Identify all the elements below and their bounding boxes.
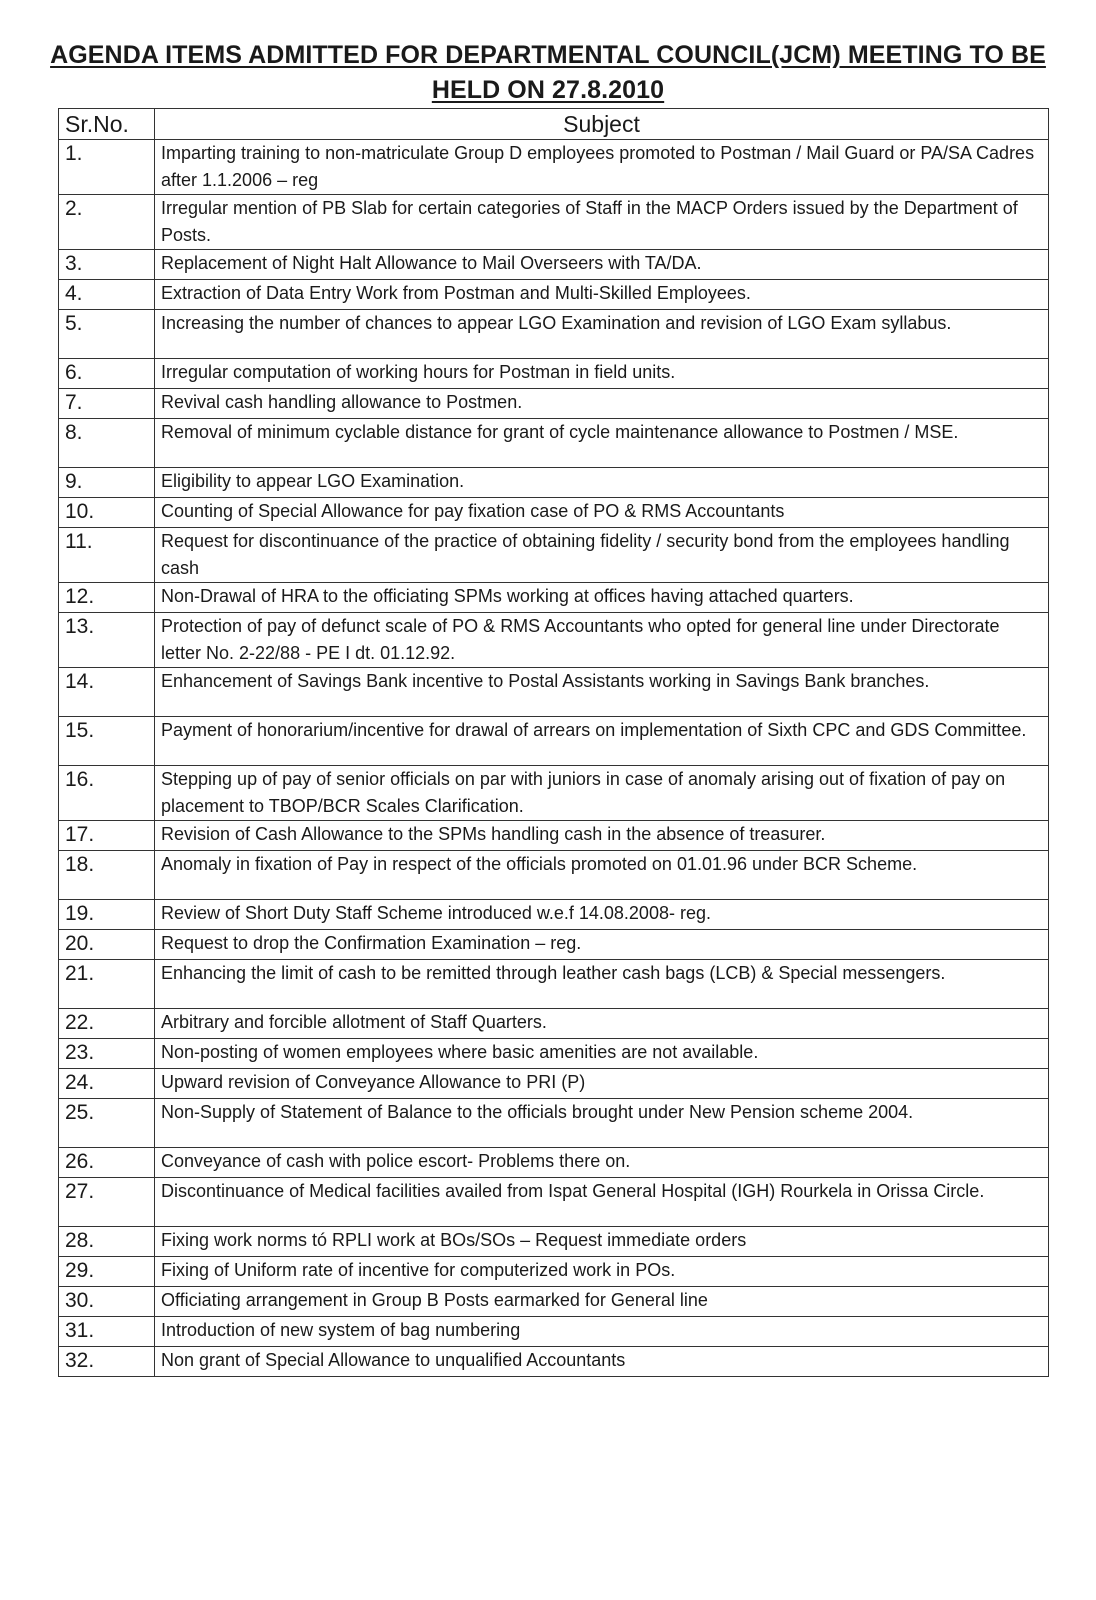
item-subject: Review of Short Duty Staff Scheme introduced w.e.f 14.08.2008- reg. (155, 900, 1049, 930)
table-row (59, 1039, 1049, 1069)
table-row (59, 583, 1049, 613)
table-row (59, 195, 1049, 250)
title-line-1: AGENDA ITEMS ADMITTED FOR DEPARTMENTAL COUNCIL(JCM) MEETING TO BE (50, 41, 1046, 69)
table-row (59, 419, 1049, 468)
item-subject: Anomaly in fixation of Pay in respect of the officials promoted on 01.01.96 under BCR Scheme. (155, 851, 1049, 900)
table-row (59, 821, 1049, 851)
item-subject: Enhancing the limit of cash to be remitted through leather cash bags (LCB) & Special messengers. (155, 960, 1049, 1009)
item-subject: Revision of Cash Allowance to the SPMs handling cash in the absence of treasurer. (155, 821, 1049, 851)
table-row (59, 613, 1049, 668)
table-row (59, 528, 1049, 583)
table-row (59, 280, 1049, 310)
item-number: 19. (59, 900, 155, 930)
table-row (59, 1257, 1049, 1287)
item-subject: Irregular mention of PB Slab for certain categories of Staff in the MACP Orders issued by the Department of Posts. (155, 195, 1049, 250)
item-number: 7. (59, 389, 155, 419)
item-number: 18. (59, 851, 155, 900)
item-subject: Replacement of Night Halt Allowance to Mail Overseers with TA/DA. (155, 250, 1049, 280)
item-subject: Fixing of Uniform rate of incentive for computerized work in POs. (155, 1257, 1049, 1287)
item-number: 24. (59, 1069, 155, 1099)
table-row (59, 140, 1049, 195)
item-subject: Conveyance of cash with police escort- Problems there on. (155, 1148, 1049, 1178)
item-subject: Extraction of Data Entry Work from Postman and Multi-Skilled Employees. (155, 280, 1049, 310)
header-row (59, 109, 1049, 140)
item-number: 12. (59, 583, 155, 613)
item-number: 29. (59, 1257, 155, 1287)
header-subject: Subject (155, 109, 1049, 140)
table-row (59, 359, 1049, 389)
item-subject: Request to drop the Confirmation Examination – reg. (155, 930, 1049, 960)
item-subject: Request for discontinuance of the practice of obtaining fidelity / security bond from the employees handling cash (155, 528, 1049, 583)
item-number: 20. (59, 930, 155, 960)
table-row (59, 930, 1049, 960)
item-number: 28. (59, 1227, 155, 1257)
item-number: 30. (59, 1287, 155, 1317)
item-subject: Enhancement of Savings Bank incentive to Postal Assistants working in Savings Bank branches. (155, 668, 1049, 717)
item-number: 1. (59, 140, 155, 195)
item-subject: Eligibility to appear LGO Examination. (155, 468, 1049, 498)
table-row (59, 1178, 1049, 1227)
item-number: 23. (59, 1039, 155, 1069)
item-subject: Discontinuance of Medical facilities availed from Ispat General Hospital (IGH) Rourkela in Orissa Circle. (155, 1178, 1049, 1227)
table-row (59, 1317, 1049, 1347)
item-number: 16. (59, 766, 155, 821)
item-number: 2. (59, 195, 155, 250)
table-row (59, 1227, 1049, 1257)
table-row (59, 766, 1049, 821)
table-row (59, 1148, 1049, 1178)
table-row (59, 1009, 1049, 1039)
item-number: 10. (59, 498, 155, 528)
item-number: 9. (59, 468, 155, 498)
table-row (59, 960, 1049, 1009)
item-subject: Arbitrary and forcible allotment of Staff Quarters. (155, 1009, 1049, 1039)
table-row (59, 389, 1049, 419)
item-subject: Protection of pay of defunct scale of PO & RMS Accountants who opted for general line under Directorate letter No. 2-22/88 - PE I dt. 01.12.92. (155, 613, 1049, 668)
header-sr-no: Sr.No. (59, 109, 155, 140)
item-subject: Payment of honorarium/incentive for drawal of arrears on implementation of Sixth CPC and GDS Committee. (155, 717, 1049, 766)
item-number: 14. (59, 668, 155, 717)
item-subject: Stepping up of pay of senior officials on par with juniors in case of anomaly arising out of fixation of pay on placement to TBOP/BCR Scales Clarification. (155, 766, 1049, 821)
item-number: 21. (59, 960, 155, 1009)
item-number: 6. (59, 359, 155, 389)
item-number: 11. (59, 528, 155, 583)
title-line-2: HELD ON 27.8.2010 (431, 76, 665, 104)
item-number: 31. (59, 1317, 155, 1347)
item-number: 15. (59, 717, 155, 766)
item-number: 32. (59, 1347, 155, 1377)
table-row (59, 1069, 1049, 1099)
item-subject: Revival cash handling allowance to Postmen. (155, 389, 1049, 419)
item-subject: Imparting training to non-matriculate Group D employees promoted to Postman / Mail Guard or PA/SA Cadres after 1.1.2006 – reg (155, 140, 1049, 195)
item-subject: Introduction of new system of bag numbering (155, 1317, 1049, 1347)
agenda-table (58, 108, 1049, 1377)
item-number: 25. (59, 1099, 155, 1148)
table-row (59, 468, 1049, 498)
table-row (59, 851, 1049, 900)
item-number: 22. (59, 1009, 155, 1039)
item-subject: Non-posting of women employees where basic amenities are not available. (155, 1039, 1049, 1069)
item-subject: Non-Supply of Statement of Balance to the officials brought under New Pension scheme 2004. (155, 1099, 1049, 1148)
item-subject: Counting of Special Allowance for pay fixation case of PO & RMS Accountants (155, 498, 1049, 528)
table-row (59, 717, 1049, 766)
item-number: 3. (59, 250, 155, 280)
item-subject: Upward revision of Conveyance Allowance to PRI (P) (155, 1069, 1049, 1099)
item-subject: Officiating arrangement in Group B Posts earmarked for General line (155, 1287, 1049, 1317)
item-subject: Fixing work norms tó RPLI work at BOs/SOs – Request immediate orders (155, 1227, 1049, 1257)
item-number: 4. (59, 280, 155, 310)
table-row (59, 1099, 1049, 1148)
item-number: 26. (59, 1148, 155, 1178)
item-subject: Removal of minimum cyclable distance for grant of cycle maintenance allowance to Postmen / MSE. (155, 419, 1049, 468)
item-subject: Increasing the number of chances to appear LGO Examination and revision of LGO Exam syllabus. (155, 310, 1049, 359)
item-number: 8. (59, 419, 155, 468)
table-row (59, 250, 1049, 280)
item-subject: Non-Drawal of HRA to the officiating SPMs working at offices having attached quarters. (155, 583, 1049, 613)
table-row (59, 310, 1049, 359)
item-number: 5. (59, 310, 155, 359)
item-subject: Non grant of Special Allowance to unqualified Accountants (155, 1347, 1049, 1377)
item-number: 13. (59, 613, 155, 668)
item-number: 27. (59, 1178, 155, 1227)
document-title (40, 38, 1056, 108)
table-row (59, 1347, 1049, 1377)
item-subject: Irregular computation of working hours for Postman in field units. (155, 359, 1049, 389)
table-row (59, 668, 1049, 717)
table-row (59, 1287, 1049, 1317)
table-row (59, 900, 1049, 930)
table-row (59, 498, 1049, 528)
item-number: 17. (59, 821, 155, 851)
